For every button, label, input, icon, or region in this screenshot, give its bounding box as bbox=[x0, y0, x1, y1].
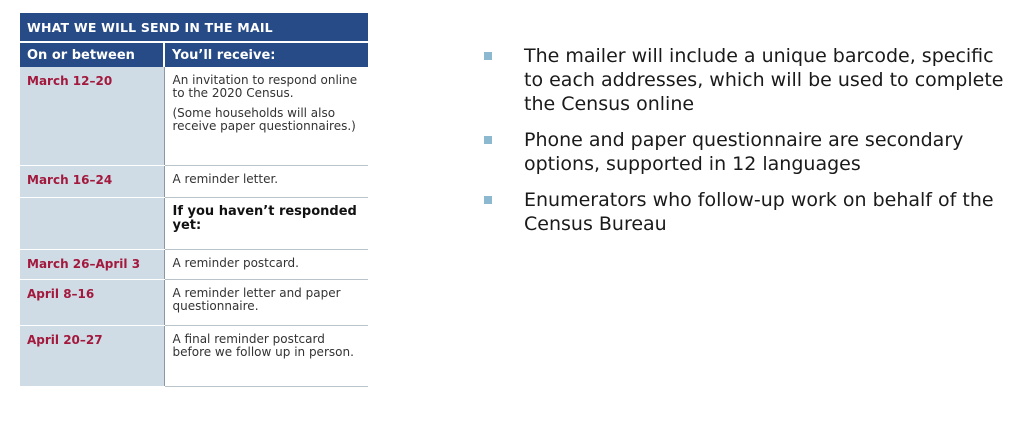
table-title: WHAT WE WILL SEND IN THE MAIL bbox=[20, 13, 368, 42]
table-row bbox=[20, 325, 368, 386]
bullet-list bbox=[484, 44, 1014, 248]
square-bullet-icon bbox=[484, 52, 492, 60]
bullet-item bbox=[484, 188, 1014, 236]
table-header-row bbox=[20, 42, 368, 67]
table-row bbox=[20, 279, 368, 325]
row-date: April 20–27 bbox=[20, 325, 164, 386]
row-description bbox=[164, 67, 368, 165]
row-date bbox=[20, 197, 164, 249]
header-on-or-between: On or between bbox=[20, 42, 164, 67]
row-date: March 16–24 bbox=[20, 165, 164, 197]
table-row bbox=[20, 67, 368, 165]
table-row bbox=[20, 249, 368, 279]
bullet-item bbox=[484, 128, 1014, 176]
square-bullet-icon bbox=[484, 196, 492, 204]
row-description: A reminder letter and paper questionnaire. bbox=[164, 279, 368, 325]
table-row bbox=[20, 165, 368, 197]
table-title-row bbox=[20, 13, 368, 42]
bullet-text: Enumerators who follow-up work on behalf of the Census Bureau bbox=[524, 189, 994, 235]
table-row bbox=[20, 197, 368, 249]
row-description: A reminder letter. bbox=[164, 165, 368, 197]
bullet-text: The mailer will include a unique barcode, specific to each addresses, which will be used to complete the Census online bbox=[524, 45, 1004, 115]
row-subheading: If you haven’t responded yet: bbox=[164, 197, 368, 249]
bullet-item bbox=[484, 44, 1014, 116]
mail-schedule-table bbox=[20, 13, 368, 387]
row-note: (Some households will also receive paper questionnaires.) bbox=[172, 106, 356, 133]
row-date: April 8–16 bbox=[20, 279, 164, 325]
row-date: March 26–April 3 bbox=[20, 249, 164, 279]
row-description: A reminder postcard. bbox=[164, 249, 368, 279]
header-youll-receive: You’ll receive: bbox=[164, 42, 368, 67]
row-description: A final reminder postcard before we follow up in person. bbox=[164, 325, 368, 386]
row-date: March 12–20 bbox=[20, 67, 164, 165]
row-text: An invitation to respond online to the 2020 Census. bbox=[172, 73, 358, 100]
square-bullet-icon bbox=[484, 136, 492, 144]
bullet-text: Phone and paper questionnaire are secondary options, supported in 12 languages bbox=[524, 129, 964, 175]
